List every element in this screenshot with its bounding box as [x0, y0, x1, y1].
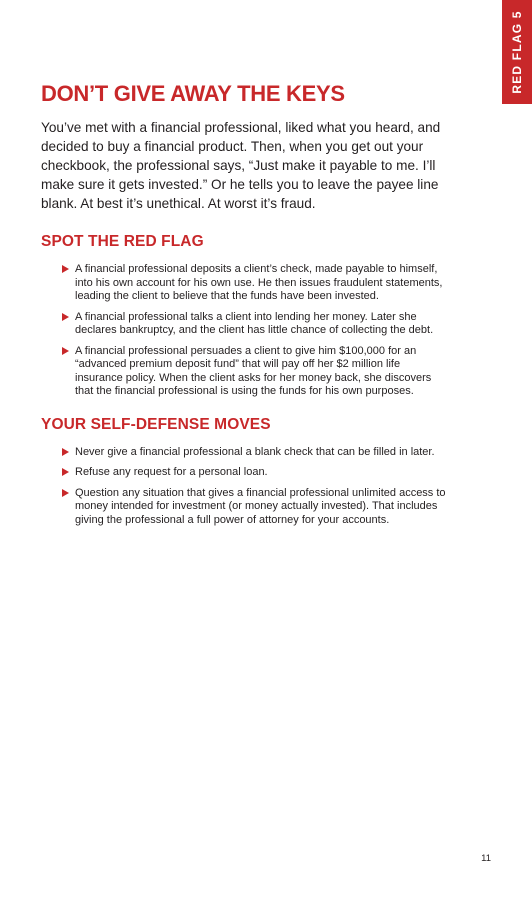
- list-item: [62, 446, 449, 460]
- section-heading-spot-red-flag: SPOT THE RED FLAG: [41, 233, 204, 250]
- list-item-text: A financial professional talks a client into lending her money. Later she declares bankruptcy, and the client has little chance of collecting the debt.: [75, 310, 434, 336]
- triangle-right-icon: [62, 265, 69, 273]
- list-item-text: Never give a financial professional a blank check that can be filled in later.: [75, 445, 435, 458]
- page-title: DON’T GIVE AWAY THE KEYS: [41, 81, 345, 106]
- triangle-right-icon: [62, 489, 69, 497]
- triangle-right-icon: [62, 347, 69, 355]
- list-item: [62, 311, 449, 338]
- list-item-text: Refuse any request for a personal loan.: [75, 466, 268, 478]
- section-heading-self-defense: YOUR SELF-DEFENSE MOVES: [41, 415, 271, 433]
- spot-red-flag-list: [41, 263, 471, 399]
- triangle-right-icon: [62, 468, 69, 476]
- list-item-text: A financial professional persuades a client to give him $100,000 for an “advanced premium deposit fund” that will pay off her $2 million life insurance policy. When the client asks for her money back, she discovers that the financial professional is using the funds for his own purposes.: [75, 344, 432, 397]
- triangle-right-icon: [62, 448, 69, 456]
- list-item: [62, 263, 449, 304]
- page-number: 11: [481, 853, 491, 864]
- page-content: [41, 80, 471, 534]
- self-defense-list: [41, 446, 471, 528]
- list-item-text: A financial professional deposits a client’s check, made payable to himself, into his own account for his own use. He then issues fraudulent statements, leading the client to believe that the funds have been invested.: [75, 263, 443, 302]
- list-item: [62, 466, 449, 480]
- list-item-text: Question any situation that gives a financial professional unlimited access to money intended for investment (or money actually invested). That includes giving the professional a full power of attorney for your accounts.: [75, 486, 446, 526]
- side-tab-label: RED FLAG 5: [510, 10, 524, 94]
- intro-paragraph: You’ve met with a financial professional, liked what you heard, and decided to buy a financial product. Then, when you get out your checkbook, the professional says, “Just make it payable to me. I’ll make sure it gets invested.” Or he tells you to leave the payee line blank. At best it’s unethical. At worst it’s fraud.: [41, 120, 441, 211]
- list-item: [62, 345, 449, 399]
- red-flag-side-tab: [502, 0, 532, 104]
- triangle-right-icon: [62, 313, 69, 321]
- list-item: [62, 487, 449, 528]
